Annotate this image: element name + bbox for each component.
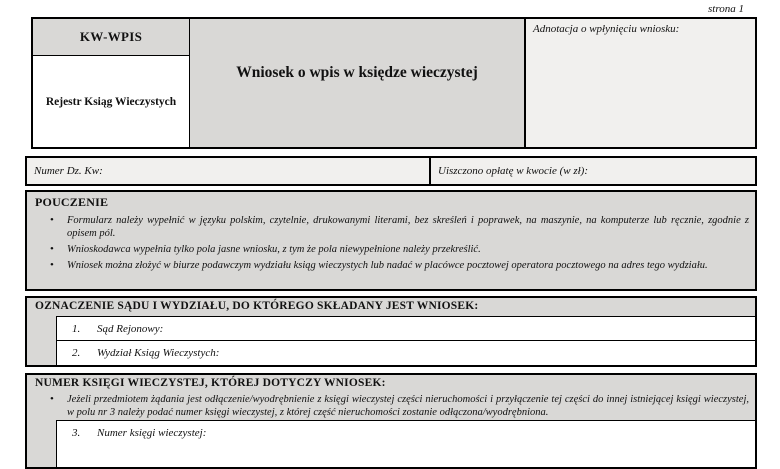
district-court-field[interactable] <box>57 317 755 341</box>
case-number-field[interactable] <box>27 158 431 184</box>
instruction-text: Formularz należy wypełnić w języku polskim, czytelnie, drukowanymi literami, bez skreśleń i poprawek, na maszynie, na komputerze lub ręcznie, zgodnie z opisem pól. <box>67 215 749 239</box>
field-number: 1. <box>72 322 81 335</box>
form-code-column <box>33 19 190 147</box>
form-title: Wniosek o wpis w księdze wieczystej <box>236 64 478 81</box>
register-name: Rejestr Ksiąg Wieczystych <box>33 56 189 147</box>
page-number: strona 1 <box>708 3 744 15</box>
district-court-label: Sąd Rejonowy: <box>97 322 164 335</box>
form-title-cell <box>190 19 526 147</box>
land-registry-division-field[interactable] <box>57 341 755 365</box>
instructions-heading: POUCZENIE <box>35 195 109 209</box>
instruction-text: Wniosek można złożyć w biurze podawczym wydziału ksiąg wieczystych lub nadać w placówce pocztowej operatora pocztowego na adres tego wydziału. <box>67 260 708 271</box>
bullet-icon <box>50 243 67 256</box>
fee-field[interactable] <box>431 158 755 184</box>
instruction-item <box>27 259 755 272</box>
kw-number-note <box>27 393 755 419</box>
kw-number-note-text: Jeżeli przedmiotem żądania jest odłączenie/wyodrębnienie z księgi wieczystej części nieruchomości i przyłączenie tej części do innej istniejącej księgi wieczystej, w polu nr 3 należy podać numer księgi wieczystej, z której część nieruchomości zostanie odłączona/wyodrębniona. <box>67 394 749 418</box>
court-section <box>25 296 757 367</box>
land-registry-division-label: Wydział Ksiąg Wieczystych: <box>97 347 220 359</box>
fee-label: Uiszczono opłatę w kwocie (w zł): <box>438 165 589 177</box>
kw-number-label: Numer księgi wieczystej: <box>97 427 207 439</box>
case-number-label: Numer Dz. Kw: <box>34 165 103 177</box>
form-header <box>31 17 757 149</box>
kw-number-field[interactable] <box>56 420 755 467</box>
annotation-field[interactable] <box>526 19 755 147</box>
kw-number-heading: NUMER KSIĘGI WIECZYSTEJ, KTÓREJ DOTYCZY WNIOSEK: <box>35 377 386 389</box>
instruction-item <box>27 243 755 256</box>
court-fields <box>56 316 755 365</box>
annotation-label: Adnotacja o wpłynięciu wniosku: <box>533 23 680 35</box>
kw-number-section <box>25 373 757 469</box>
bullet-icon <box>50 259 67 272</box>
field-number: 2. <box>72 347 81 359</box>
instruction-text: Wnioskodawca wypełnia tylko pola jasne wniosku, z tym że pola niewypełnione należy przekreślić. <box>67 244 481 255</box>
instructions-section <box>25 190 757 291</box>
bullet-icon <box>50 393 67 419</box>
form-code: KW-WPIS <box>33 19 189 56</box>
field-number: 3. <box>72 427 81 439</box>
instruction-item <box>27 214 755 240</box>
court-section-heading: OZNACZENIE SĄDU I WYDZIAŁU, DO KTÓREGO SKŁADANY JEST WNIOSEK: <box>35 300 479 312</box>
meta-row <box>25 156 757 186</box>
bullet-icon <box>50 214 67 240</box>
